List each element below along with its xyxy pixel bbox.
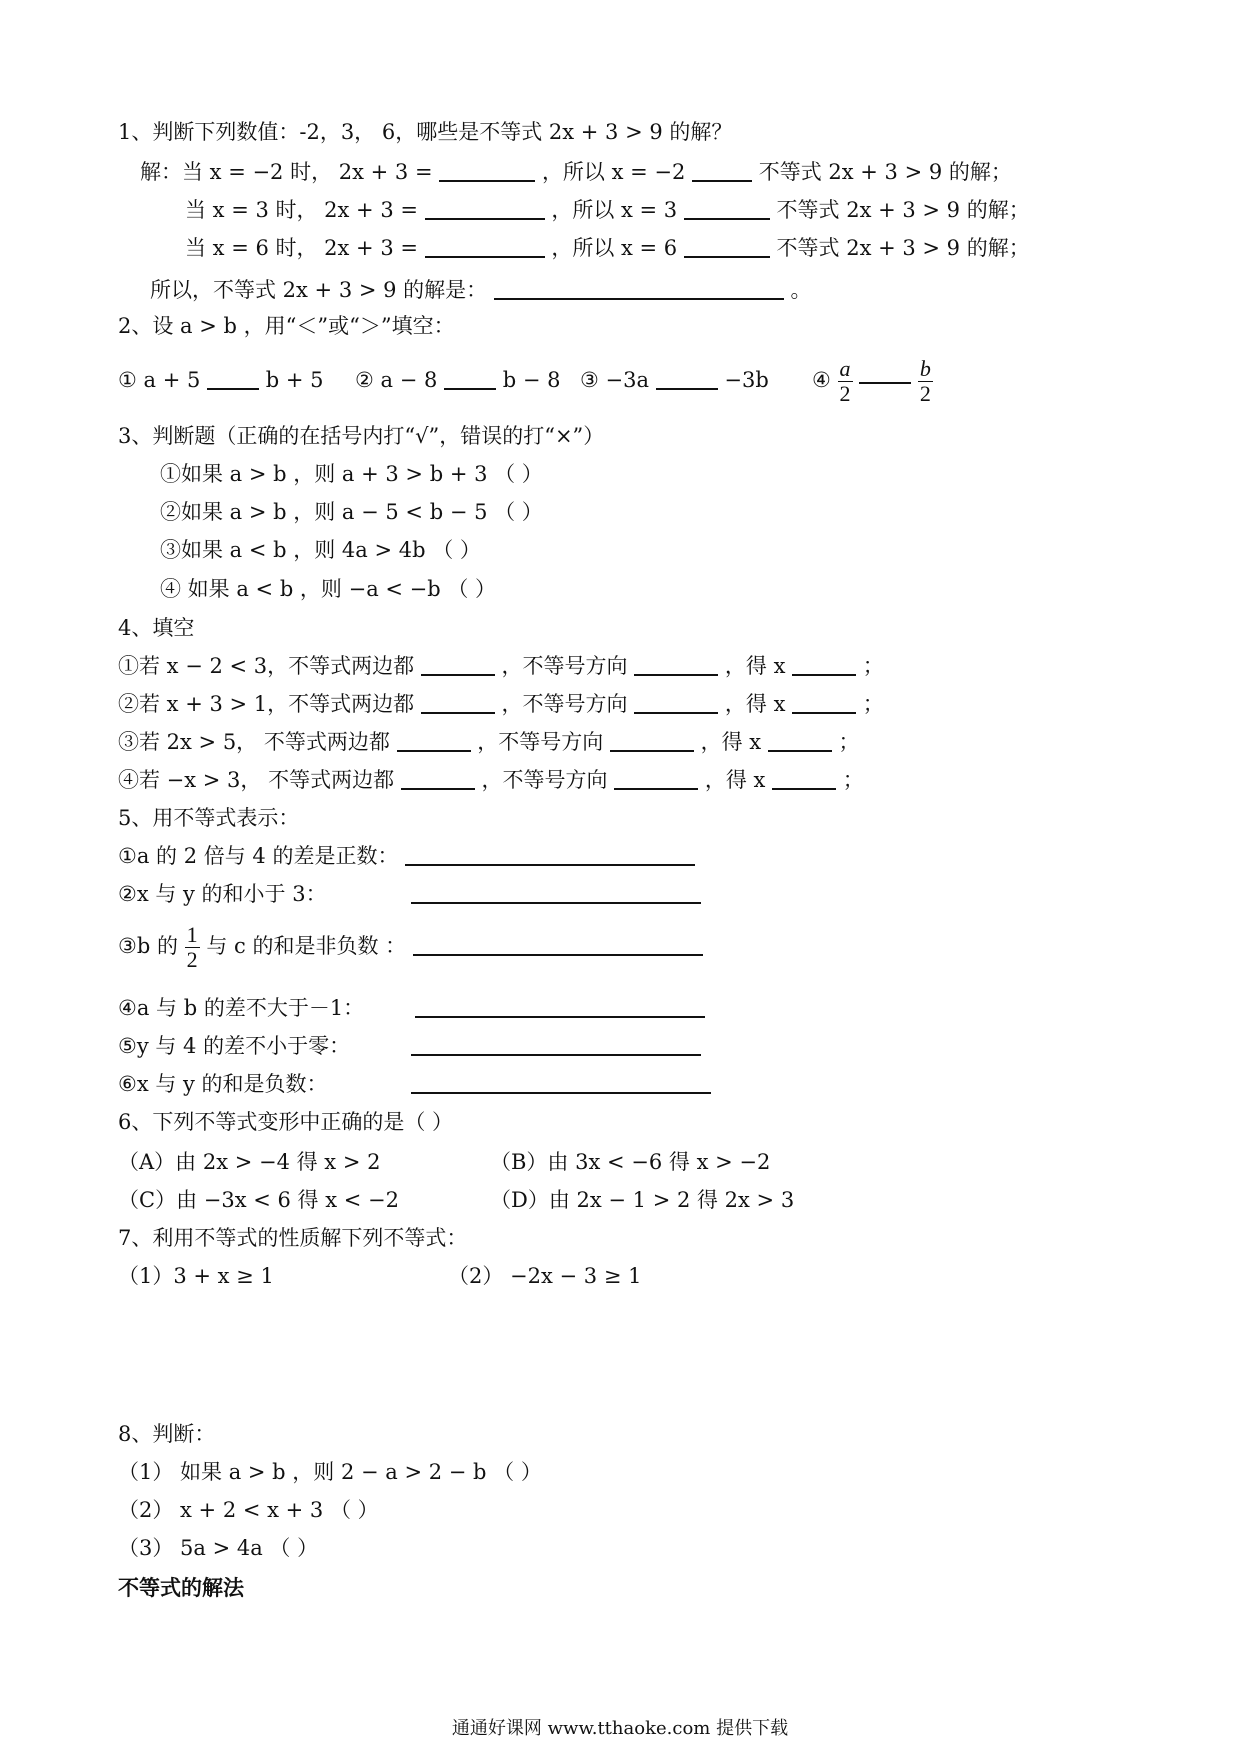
q4-row-end: ； [842,768,864,792]
q2-items [118,366,323,394]
answer-blank[interactable] [413,934,703,956]
q3-item: ③如果 a < b ，则 4a > 4b （ ） [160,538,481,562]
q1-row1-text: 解：当 x = −2 时， 2x + 3 = [140,160,433,184]
answer-blank[interactable] [692,160,752,182]
answer-blank[interactable] [444,368,496,390]
q2-item4-label: ④ [812,368,831,392]
q3-item: ②如果 a > b ，则 a − 5 < b − 5 （ ） [160,500,543,524]
fraction-b-over-2 [918,357,933,406]
q6-option-d: （D）由 2x − 1 > 2 得 2x > 3 [490,1188,795,1212]
q1-row2-text: 当 x = 3 时， 2x + 3 = [185,198,418,222]
q2-item3 [580,366,769,394]
q2-item2-left: ② a − 8 [355,368,438,392]
q5-item-text2: 与 c 的和是非负数 ： [206,934,407,958]
answer-blank[interactable] [684,198,770,220]
q4-row-text3: ，得 x [724,654,786,678]
answer-blank[interactable] [411,1034,701,1056]
section-title: 不等式的解法 [118,1576,244,1600]
q5-prompt: 5、用不等式表示： [118,806,300,830]
answer-blank[interactable] [397,730,471,752]
q5-item-text: ③b 的 [118,934,178,958]
q4-row-text: ②若 x + 3 > 1，不等式两边都 [118,692,415,716]
q4-row-text: ④若 −x > 3， 不等式两边都 [118,768,395,792]
q4-row-text3: ，得 x [724,692,786,716]
answer-blank[interactable] [421,654,495,676]
q4-row-text2: ，不等号方向 [477,730,604,754]
q3-item: ①如果 a > b ，则 a + 3 > b + 3 （ ） [160,462,543,486]
answer-blank[interactable] [401,768,475,790]
q4-row [118,728,860,756]
q1-prompt: 1、判断下列数值：-2，3， 6，哪些是不等式 2x + 3 > 9 的解？ [118,120,733,144]
answer-blank[interactable] [415,996,705,1018]
q8-item-1: （1） 如果 a > b ，则 2 − a > 2 − b （ ） [118,1460,542,1484]
q8-item-3: （3） 5a > 4a （ ） [118,1536,319,1560]
q2-item2-right: b − 8 [502,368,561,392]
q1-row3-text2: ，所以 x = 6 [551,236,678,260]
q8-item-2: （2） x + 2 < x + 3 （ ） [118,1498,379,1522]
q1-row2 [185,196,1030,224]
q5-item [118,880,701,908]
q4-row-end: ； [838,730,860,754]
q1-conclusion [150,276,812,304]
answer-blank[interactable] [439,160,535,182]
q4-row [118,690,884,718]
q2-item3-right: −3b [724,368,769,392]
answer-blank[interactable] [610,730,694,752]
answer-blank[interactable] [656,368,718,390]
q7-problem-2: （2） −2x − 3 ≥ 1 [448,1264,642,1288]
q1-conclusion-end: 。 [790,278,812,302]
q6-prompt: 6、下列不等式变形中正确的是（ ） [118,1110,454,1134]
q1-row3 [185,234,1030,262]
q1-conclusion-text: 所以，不等式 2x + 3 > 9 的解是： [150,278,488,302]
answer-blank[interactable] [411,1072,711,1094]
fraction-denominator: 2 [839,381,851,406]
q5-item-text: ⑤y 与 4 的差不小于零： [118,1034,351,1058]
q1-row2-text2: ，所以 x = 3 [551,198,678,222]
q5-item-text: ⑥x 与 y 的和是负数： [118,1072,328,1096]
q1-row3-text3: 不等式 2x + 3 > 9 的解； [776,236,1030,260]
q1-row3-text: 当 x = 6 时， 2x + 3 = [185,236,418,260]
answer-blank[interactable] [207,368,259,390]
q4-row-end: ； [862,692,884,716]
q2-prompt: 2、设 a > b ，用“＜”或“＞”填空： [118,314,455,338]
q4-row-text2: ，不等号方向 [501,692,628,716]
q1-row2-text3: 不等式 2x + 3 > 9 的解； [776,198,1030,222]
fraction-numerator: a [839,356,851,381]
q1-row1-text3: 不等式 2x + 3 > 9 的解； [758,160,1012,184]
q4-row-text: ③若 2x > 5， 不等式两边都 [118,730,390,754]
answer-blank[interactable] [425,236,545,258]
q5-item [118,994,705,1022]
q5-item-text: ②x 与 y 的和小于 3： [118,882,327,906]
q4-row-text3: ，得 x [700,730,762,754]
answer-blank[interactable] [421,692,495,714]
answer-blank[interactable] [772,768,836,790]
fraction-denominator: 2 [186,947,198,972]
q8-prompt: 8、判断： [118,1422,216,1446]
q4-row-text3: ，得 x [704,768,766,792]
answer-blank[interactable] [494,278,784,300]
q4-prompt: 4、填空 [118,616,195,640]
q5-item [118,918,703,974]
answer-blank[interactable] [614,768,698,790]
q5-item [118,842,695,870]
q6-option-c: （C）由 −3x < 6 得 x < −2 [118,1188,399,1212]
page-footer: 通通好课网 www.tthaoke.com 提供下载 [451,1718,789,1739]
q4-row [118,766,864,794]
q4-row [118,652,884,680]
fraction-denominator: 2 [919,381,931,406]
q2-item3-left: ③ −3a [580,368,649,392]
q2-item4 [812,352,933,408]
q1-row1 [140,158,1012,186]
q2-item1-left: ① a + 5 [118,368,201,392]
q6-option-a: （A）由 2x > −4 得 x > 2 [118,1150,381,1174]
answer-blank[interactable] [405,844,695,866]
fraction-one-half [185,923,200,972]
q5-item [118,1070,711,1098]
q1-row1-text2: ，所以 x = −2 [541,160,686,184]
answer-blank[interactable] [425,198,545,220]
q2-item2 [355,366,560,394]
q4-row-text: ①若 x − 2 < 3，不等式两边都 [118,654,415,678]
answer-blank[interactable] [792,654,856,676]
q7-prompt: 7、利用不等式的性质解下列不等式： [118,1226,468,1250]
q2-item1-right: b + 5 [265,368,324,392]
answer-blank[interactable] [634,654,718,676]
q5-item [118,1032,701,1060]
q6-option-b: （B）由 3x < −6 得 x > −2 [490,1150,771,1174]
q7-problem-1: （1）3 + x ≥ 1 [118,1264,274,1288]
q3-item: ④ 如果 a < b ，则 −a < −b （ ） [160,577,497,601]
answer-blank[interactable] [684,236,770,258]
q4-row-text2: ，不等号方向 [481,768,608,792]
fraction-numerator: 1 [186,922,198,947]
q4-row-end: ； [862,654,884,678]
q5-item-text: ①a 的 2 倍与 4 的差是正数： [118,844,399,868]
answer-blank[interactable] [792,692,856,714]
q3-prompt: 3、判断题（正确的在括号内打“√”，错误的打“×”） [118,424,605,448]
fraction-a-over-2 [838,357,853,406]
answer-blank[interactable] [859,380,911,384]
fraction-numerator: b [919,356,931,381]
answer-blank[interactable] [411,882,701,904]
answer-blank[interactable] [768,730,832,752]
answer-blank[interactable] [634,692,718,714]
q4-row-text2: ，不等号方向 [501,654,628,678]
q5-item-text: ④a 与 b 的差不大于－1： [118,996,365,1020]
